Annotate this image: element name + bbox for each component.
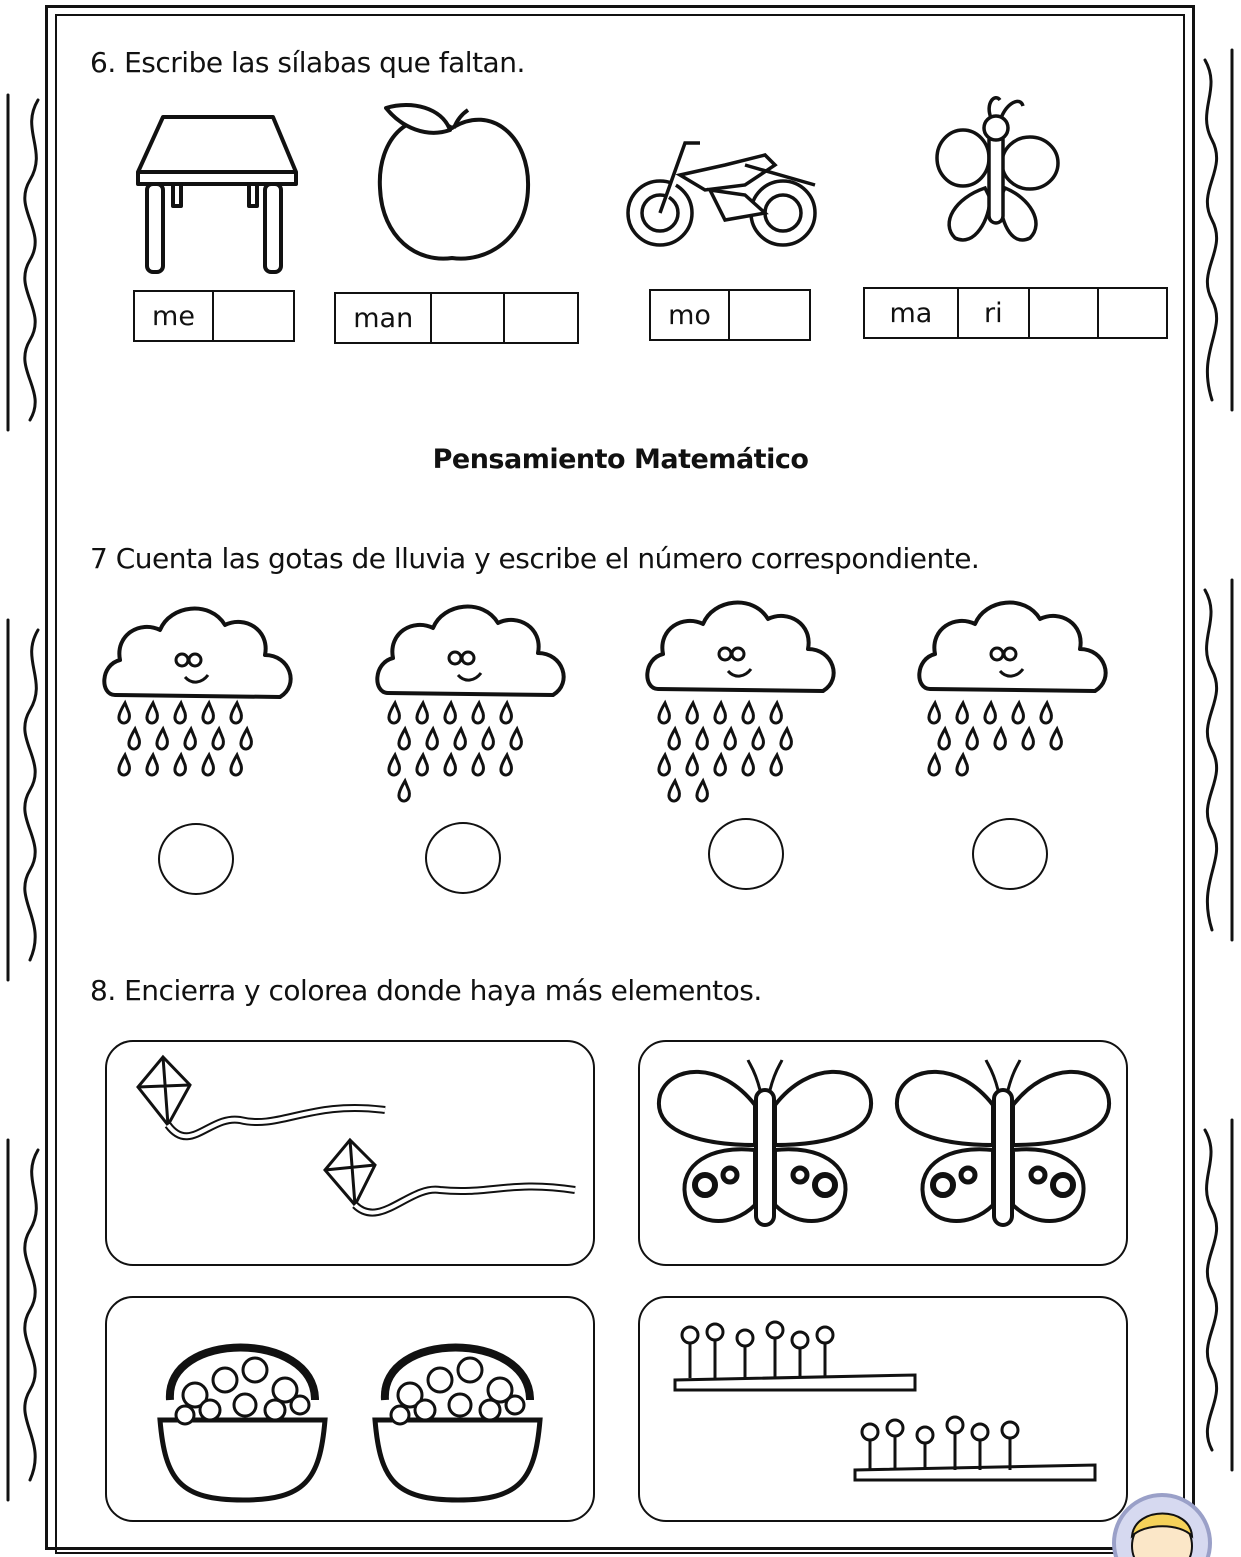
rain-drop bbox=[659, 703, 669, 723]
rain-drop bbox=[175, 755, 185, 775]
rain-drops bbox=[119, 703, 1061, 801]
rain-drop bbox=[1041, 703, 1051, 723]
rain-drop bbox=[203, 703, 213, 723]
rain-drop bbox=[967, 729, 977, 749]
rain-drop bbox=[231, 703, 241, 723]
rain-drop bbox=[781, 729, 791, 749]
rain-drop bbox=[129, 729, 139, 749]
rain-drop bbox=[445, 703, 455, 723]
syllable-answer-cell[interactable] bbox=[1030, 289, 1099, 337]
syllables-manzana bbox=[334, 292, 579, 344]
rain-drop bbox=[203, 755, 213, 775]
syllable-cell: ma bbox=[865, 289, 959, 337]
rain-drop bbox=[389, 755, 399, 775]
rain-drop bbox=[399, 781, 409, 801]
rain-drop bbox=[147, 703, 157, 723]
syllables-mariposa bbox=[863, 287, 1168, 339]
rain-drop bbox=[1013, 703, 1023, 723]
answer-circle-2[interactable] bbox=[425, 822, 501, 894]
rain-drop bbox=[119, 703, 129, 723]
rain-drop bbox=[417, 703, 427, 723]
rain-clouds bbox=[95, 595, 1125, 800]
answer-circle-3[interactable] bbox=[708, 818, 784, 890]
rain-drop bbox=[185, 729, 195, 749]
rain-drop bbox=[771, 703, 781, 723]
rain-drop bbox=[147, 755, 157, 775]
syllable-cell: me bbox=[135, 292, 214, 340]
baskets-picture bbox=[155, 1310, 555, 1505]
answer-circle-1[interactable] bbox=[158, 823, 234, 895]
rain-drop bbox=[697, 781, 707, 801]
rain-drop bbox=[119, 755, 129, 775]
rain-drop bbox=[995, 729, 1005, 749]
rain-drop bbox=[669, 729, 679, 749]
rain-drop bbox=[231, 755, 241, 775]
rain-drop bbox=[241, 729, 251, 749]
syllable-answer-cell[interactable] bbox=[730, 291, 809, 339]
rain-drop bbox=[669, 781, 679, 801]
rain-drop bbox=[743, 755, 753, 775]
question-8-text: 8. Encierra y colorea donde haya más elementos. bbox=[90, 974, 762, 1007]
rain-drop bbox=[175, 703, 185, 723]
rain-drop bbox=[715, 703, 725, 723]
rain-drop bbox=[483, 729, 493, 749]
rain-drop bbox=[213, 729, 223, 749]
rain-drop bbox=[743, 703, 753, 723]
rain-drop bbox=[389, 703, 399, 723]
rain-drop bbox=[417, 755, 427, 775]
rain-drop bbox=[473, 755, 483, 775]
syllable-answer-cell[interactable] bbox=[432, 294, 505, 342]
question-7-text: 7 Cuenta las gotas de lluvia y escribe el número correspondiente. bbox=[90, 542, 980, 575]
rain-drop bbox=[715, 755, 725, 775]
rain-drop bbox=[511, 729, 521, 749]
rain-drop bbox=[939, 729, 949, 749]
rain-drop bbox=[501, 755, 511, 775]
syllables-moto bbox=[649, 289, 811, 341]
answer-circle-4[interactable] bbox=[972, 818, 1048, 890]
rain-drop bbox=[1023, 729, 1033, 749]
rain-drop bbox=[455, 729, 465, 749]
rain-drop bbox=[929, 755, 939, 775]
section-title: Pensamiento Matemático bbox=[432, 444, 809, 475]
rain-drop bbox=[501, 703, 511, 723]
syllable-cell: mo bbox=[651, 291, 730, 339]
rain-drop bbox=[473, 703, 483, 723]
rain-drop bbox=[957, 755, 967, 775]
rain-drop bbox=[399, 729, 409, 749]
motorcycle-picture bbox=[625, 135, 820, 250]
syllable-answer-cell[interactable] bbox=[1099, 289, 1166, 337]
rain-drop bbox=[771, 755, 781, 775]
cloud-1 bbox=[104, 609, 290, 697]
butterflies-picture bbox=[650, 1055, 1120, 1240]
syllable-answer-cell[interactable] bbox=[505, 294, 577, 342]
kites-picture bbox=[130, 1055, 590, 1255]
rain-drop bbox=[1051, 729, 1061, 749]
rain-drop bbox=[753, 729, 763, 749]
rain-drop bbox=[929, 703, 939, 723]
rain-drop bbox=[659, 755, 669, 775]
rain-drop bbox=[697, 729, 707, 749]
flower-strips-picture bbox=[670, 1320, 1110, 1500]
rain-drop bbox=[985, 703, 995, 723]
author-logo bbox=[1110, 1488, 1220, 1557]
syllables-mesa bbox=[133, 290, 295, 342]
cloud-2 bbox=[377, 607, 563, 695]
cloud-4 bbox=[919, 603, 1105, 691]
rain-drop bbox=[687, 755, 697, 775]
rain-drop bbox=[157, 729, 167, 749]
rain-drop bbox=[687, 703, 697, 723]
rain-drop bbox=[957, 703, 967, 723]
syllable-cell: man bbox=[336, 294, 432, 342]
syllable-answer-cell[interactable] bbox=[214, 292, 293, 340]
rain-drop bbox=[725, 729, 735, 749]
butterfly-picture bbox=[935, 88, 1060, 253]
question-6-text: 6. Escribe las sílabas que faltan. bbox=[90, 46, 525, 79]
rain-drop bbox=[445, 755, 455, 775]
apple-picture bbox=[372, 98, 537, 266]
table-picture bbox=[133, 112, 303, 277]
syllable-cell: ri bbox=[959, 289, 1030, 337]
cloud-3 bbox=[647, 603, 833, 691]
rain-drop bbox=[427, 729, 437, 749]
